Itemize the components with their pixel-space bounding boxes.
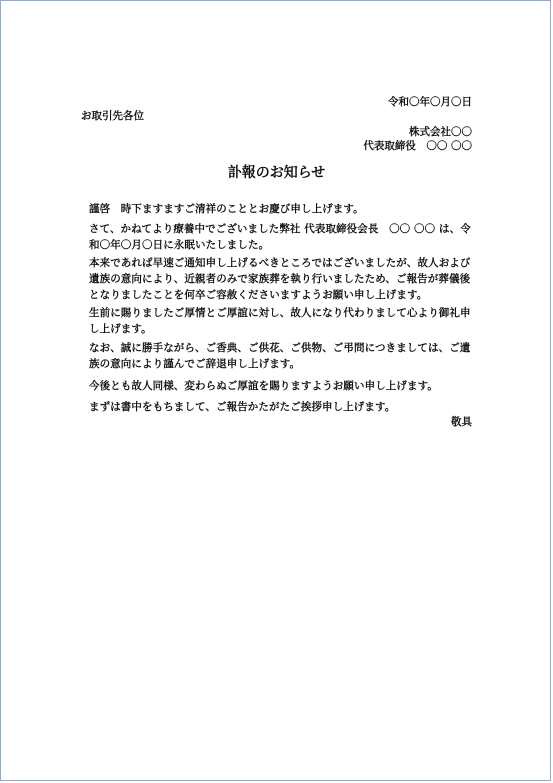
- paragraph-request: 今後とも故人同様、変わらぬご厚誼を賜りますようお願い申し上げます。: [89, 380, 438, 392]
- paragraph-decline: なお、誠に勝手ながら、ご香典、ご供花、ご供物、ご弔問につきましては、ご遺族の意向により謹んでご辞退申し上げます。: [89, 342, 471, 370]
- recipient: お取引先各位: [81, 110, 144, 122]
- paragraph-thanks: 生前に賜りましたご厚情とご厚誼に対し、故人になり代わりまして心より御礼申し上げます。: [89, 307, 471, 335]
- company-name: 株式会社〇〇: [409, 126, 472, 138]
- paragraph-family-funeral: 本来であれば早速ご通知申し上げるべきところではございましたが、故人および遺族の意向により、近親者のみで家族葬を執り行いましたため、ご報告が葬儀後となりましたことを何卒ご容赦くださいますようお願い申し上げます。: [89, 257, 471, 301]
- closing-keigu: 敬具: [451, 416, 472, 428]
- sender-name: 代表取締役 〇〇 〇〇: [363, 140, 472, 152]
- paragraph-announcement: さて、かねてより療養中でございました弊社 代表取締役会長 〇〇 〇〇 は、令和〇年〇月〇日に永眠いたしました。: [89, 223, 471, 251]
- document-date: 令和〇年〇月〇日: [388, 96, 472, 108]
- document-title: 訃報のお知らせ: [227, 165, 326, 181]
- paragraph-greeting: 謹啓 時下ますますご清祥のこととお慶び申し上げます。: [89, 203, 364, 215]
- paragraph-closing-remark: まずは書中をもちまして、ご報告かたがたご挨拶申し上げます。: [89, 401, 396, 413]
